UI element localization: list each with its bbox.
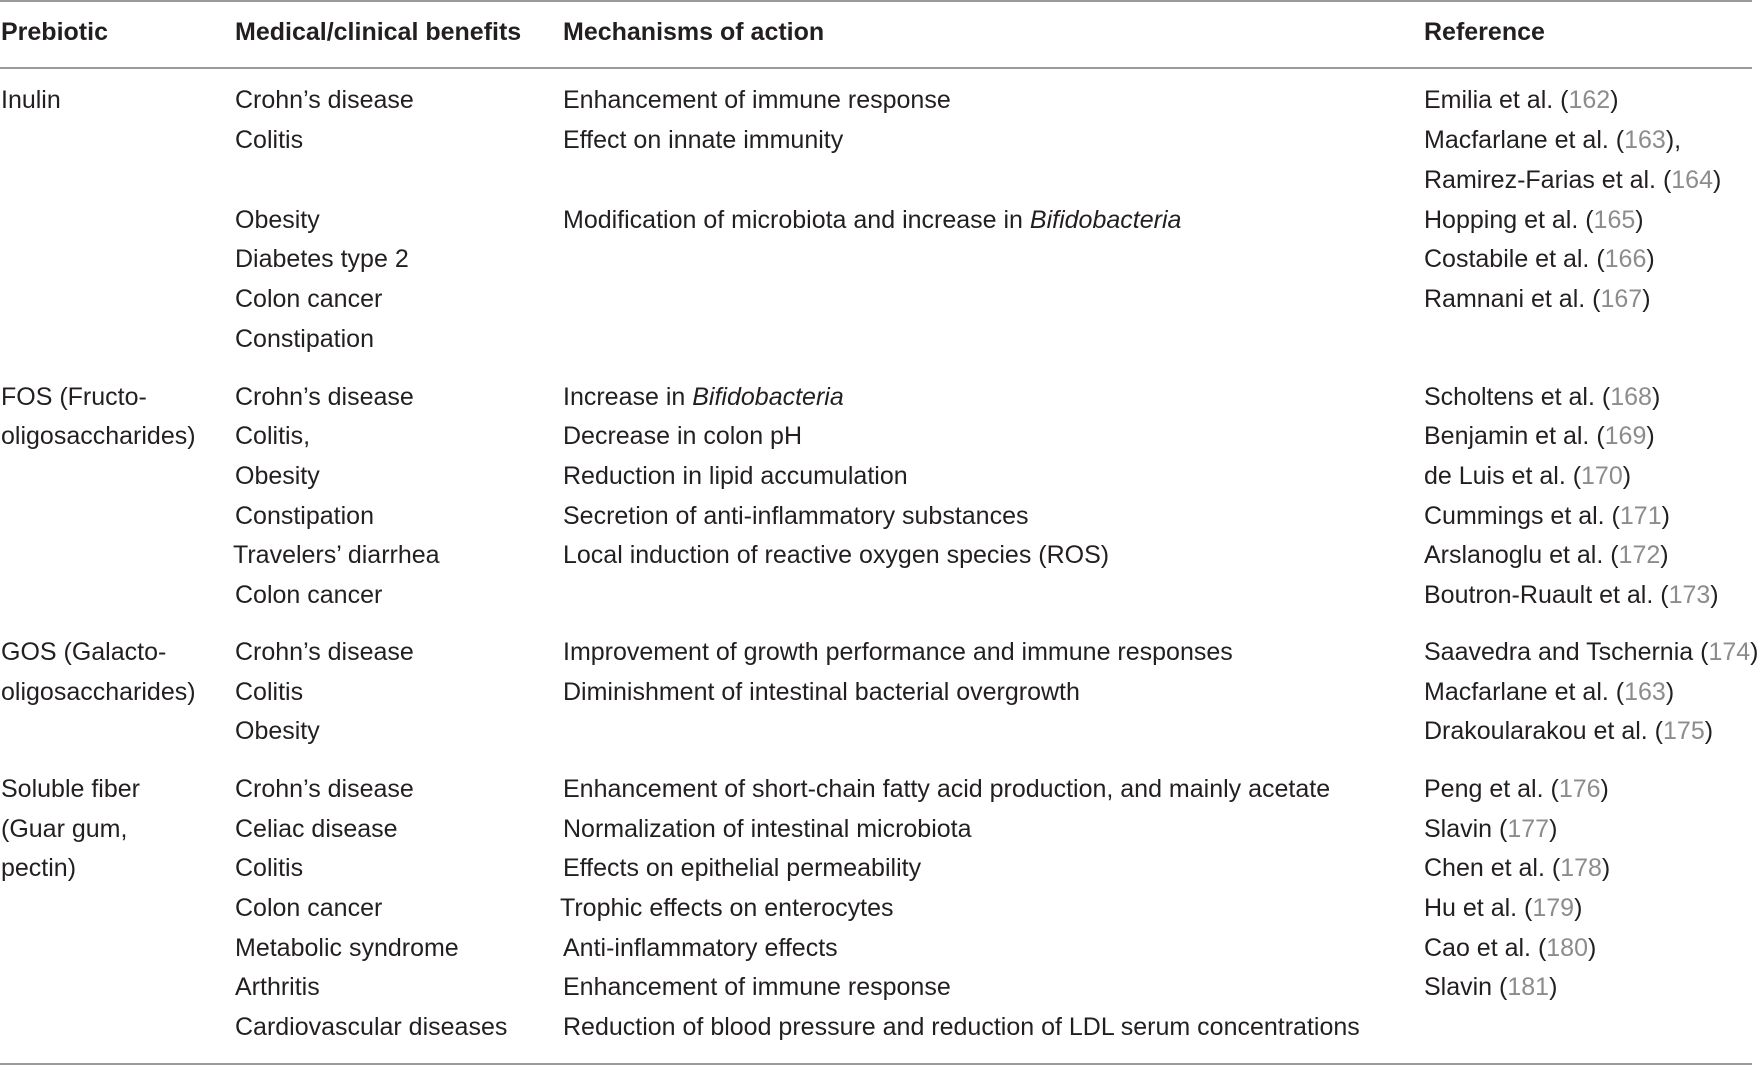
reference-author: de Luis et al. ( [1424,462,1582,490]
reference-close: ) [1549,815,1558,843]
benefit-item: Travelers’ diarrhea [233,541,440,569]
mechanism-item [563,205,1181,235]
benefit-item: Colitis [235,678,304,706]
benefit-item: Colitis [235,126,304,154]
reference-close: ) [1588,934,1597,962]
reference-item [1424,774,1609,804]
reference-close: ) [1660,541,1669,569]
reference-item [1424,972,1557,1002]
header-mechanisms: Mechanisms of action [563,18,825,46]
mechanism-item: Diminishment of intestinal bacterial overgrowth [563,678,1080,706]
reference-item [1424,893,1582,923]
reference-item [1424,244,1655,274]
reference-author: Cummings et al. ( [1424,502,1620,530]
mechanism-item: Anti-inflammatory effects [563,934,838,962]
reference-item [1424,933,1596,963]
mechanism-item: Trophic effects on enterocytes [560,894,894,922]
reference-item [1424,284,1651,314]
reference-author: Drakoularakou et al. ( [1424,717,1664,745]
reference-author: Macfarlane et al. ( [1424,678,1625,706]
reference-close: ) [1646,422,1655,450]
reference-number[interactable]: 177 [1507,815,1550,843]
header-rule [0,67,1752,69]
benefit-item: Colon cancer [235,581,383,609]
prebiotic-name: oligosaccharides) [1,678,196,706]
reference-number[interactable]: 165 [1593,206,1636,234]
reference-close: ) [1622,462,1632,490]
reference-close: ) [1750,638,1758,666]
benefit-item: Crohn’s disease [235,383,414,411]
benefit-item: Obesity [235,462,320,490]
reference-number[interactable]: 178 [1560,854,1602,882]
reference-number[interactable]: 176 [1558,775,1601,803]
prebiotic-name: (Guar gum, [1,815,128,843]
reference-close: ) [1646,245,1655,273]
reference-number[interactable]: 175 [1663,717,1705,745]
reference-author: Hu et al. ( [1424,894,1533,922]
reference-number[interactable]: 163 [1624,126,1666,154]
reference-author: Emilia et al. ( [1424,86,1569,114]
benefit-item: Crohn’s disease [235,775,414,803]
reference-author: Hopping et al. ( [1424,206,1594,234]
benefit-item: Diabetes type 2 [235,245,409,273]
reference-author: Ramirez-Farias et al. ( [1424,166,1672,194]
reference-item [1424,85,1619,115]
reference-close: ), [1665,126,1682,154]
prebiotic-name: Inulin [1,86,61,114]
reference-number[interactable]: 166 [1604,245,1647,273]
mechanism-item: Enhancement of immune response [563,86,951,114]
mechanism-item: Improvement of growth performance and immune responses [563,638,1233,666]
reference-author: Cao et al. ( [1424,934,1547,962]
benefit-item: Obesity [235,206,320,234]
benefit-item: Colon cancer [235,894,383,922]
header-benefits: Medical/clinical benefits [235,18,522,46]
reference-number[interactable]: 172 [1618,541,1661,569]
benefit-item: Colon cancer [235,285,383,313]
reference-item [1424,814,1557,844]
mechanism-item: Reduction in lipid accumulation [563,462,908,490]
reference-close: ) [1549,973,1558,1001]
mechanism-item: Effects on epithelial permeability [563,854,922,882]
reference-item [1424,580,1719,610]
reference-author: Slavin ( [1424,973,1508,1001]
prebiotic-name: FOS (Fructo- [1,383,147,411]
benefit-item: Colitis [235,854,304,882]
reference-close: ) [1610,86,1619,114]
table-top-rule [0,0,1752,2]
reference-author: Slavin ( [1424,815,1508,843]
reference-close: ) [1635,206,1644,234]
reference-number[interactable]: 180 [1546,934,1588,962]
reference-number[interactable]: 174 [1708,638,1751,666]
reference-item [1424,421,1655,451]
header-prebiotic: Prebiotic [1,18,108,46]
reference-close: ) [1661,502,1670,530]
mechanism-item: Effect on innate immunity [563,126,844,154]
mechanism-item: Normalization of intestinal microbiota [563,815,972,843]
mechanism-text: Modification of microbiota and increase in [563,206,1030,234]
mechanism-item: Local induction of reactive oxygen species (ROS) [563,541,1110,569]
prebiotic-name: Soluble fiber [1,775,140,803]
mechanism-item: Decrease in colon pH [563,422,803,450]
reference-close: ) [1704,717,1714,745]
benefit-item: Celiac disease [235,815,398,843]
reference-author: Arslanoglu et al. ( [1424,541,1619,569]
benefit-item: Crohn’s disease [235,86,414,114]
reference-author: Chen et al. ( [1424,854,1561,882]
reference-item [1424,716,1713,746]
reference-close: ) [1642,285,1651,313]
reference-number[interactable]: 163 [1624,678,1666,706]
reference-number[interactable]: 171 [1619,502,1662,530]
mechanism-item: Enhancement of short-chain fatty acid production, and mainly acetate [563,775,1331,803]
reference-author: Peng et al. ( [1424,775,1559,803]
benefit-item: Metabolic syndrome [235,934,459,962]
prebiotic-name: oligosaccharides) [1,422,196,450]
reference-author: Scholtens et al. ( [1424,383,1611,411]
mechanism-item: Secretion of anti-inflammatory substances [563,502,1029,530]
reference-author: Ramnani et al. ( [1424,285,1601,313]
reference-item [1424,125,1681,155]
reference-close: ) [1651,383,1661,411]
reference-item [1424,165,1721,195]
taxon-italic: Bifidobacteria [1029,206,1182,234]
benefit-item: Constipation [235,502,374,530]
mechanism-text: Increase in [563,383,693,411]
reference-item [1424,205,1644,235]
reference-item [1424,853,1610,883]
prebiotic-name: pectin) [1,854,77,882]
reference-close: ) [1600,775,1609,803]
reference-number[interactable]: 169 [1604,422,1647,450]
reference-number[interactable]: 170 [1581,462,1623,490]
reference-close: ) [1710,581,1719,609]
reference-number[interactable]: 181 [1507,973,1550,1001]
table-bottom-rule [0,1063,1752,1065]
reference-item [1424,382,1660,412]
reference-close: ) [1712,166,1722,194]
reference-author: Saavedra and Tschernia ( [1424,638,1709,666]
benefit-item: Cardiovascular diseases [235,1013,508,1041]
reference-author: Costabile et al. ( [1424,245,1605,273]
reference-item [1424,461,1631,491]
reference-close: ) [1574,894,1583,922]
prebiotic-name: GOS (Galacto- [1,638,167,666]
mechanism-item: Enhancement of immune response [563,973,951,1001]
mechanism-item: Reduction of blood pressure and reduction of LDL serum concentrations [563,1013,1360,1041]
benefit-item: Crohn’s disease [235,638,414,666]
benefit-item: Obesity [235,717,320,745]
reference-number[interactable]: 179 [1532,894,1575,922]
reference-item [1424,540,1669,570]
reference-number[interactable]: 164 [1671,166,1713,194]
benefit-item: Colitis, [235,422,311,450]
reference-number[interactable]: 168 [1610,383,1652,411]
header-reference: Reference [1424,18,1545,46]
reference-author: Macfarlane et al. ( [1424,126,1625,154]
reference-close: ) [1601,854,1611,882]
reference-author: Benjamin et al. ( [1424,422,1605,450]
reference-number[interactable]: 162 [1568,86,1611,114]
mechanism-item [563,382,844,412]
reference-author: Boutron-Ruault et al. ( [1424,581,1669,609]
reference-close: ) [1665,678,1675,706]
benefit-item: Constipation [235,325,374,353]
reference-item [1424,637,1758,667]
reference-item [1424,501,1670,531]
taxon-italic: Bifidobacteria [692,383,844,411]
benefit-item: Arthritis [235,973,320,1001]
reference-number[interactable]: 167 [1600,285,1643,313]
reference-item [1424,677,1674,707]
reference-number[interactable]: 173 [1668,581,1711,609]
